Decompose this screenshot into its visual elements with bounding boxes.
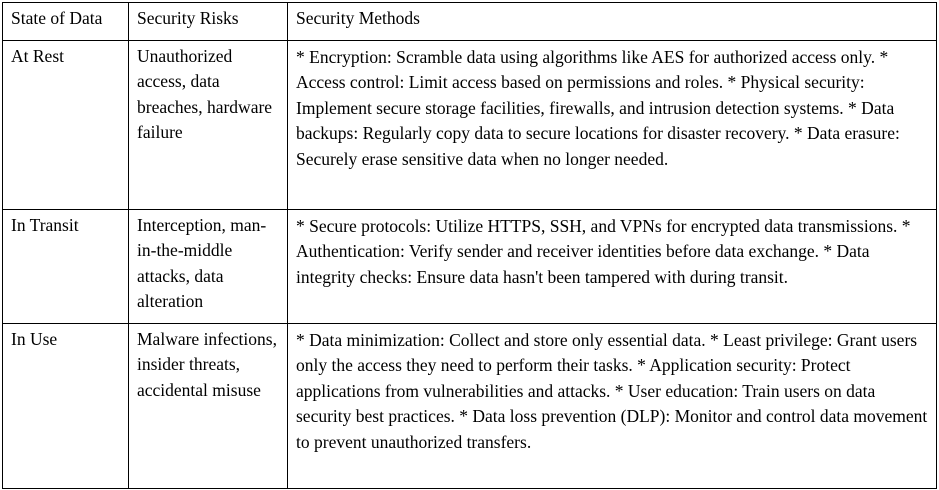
state-cell: In Transit: [3, 210, 129, 324]
risks-cell: Malware infections, insider threats, accidental misuse: [129, 324, 288, 489]
state-cell: In Use: [3, 324, 129, 489]
risks-cell: Interception, man-in-the-middle attacks, data alteration: [129, 210, 288, 324]
data-security-table: [2, 2, 937, 489]
methods-cell: * Data minimization: Collect and store only essential data. * Least privilege: Grant users only the access they need to perform their tasks. * Application security: Protect applications from vulnerabilities and attacks. * User education: Train users on data security best practices. * Data loss prevention (DLP): Monitor and control data movement to prevent unauthorized transfers.: [288, 324, 937, 489]
table-row-in-transit: [3, 210, 937, 324]
table-row-at-rest: [3, 41, 937, 210]
header-state-of-data: State of Data: [3, 3, 129, 41]
methods-cell: * Encryption: Scramble data using algorithms like AES for authorized access only. * Access control: Limit access based on permissions and roles. * Physical security: Implement secure storage facilities, firewalls, and intrusion detection systems. * Data backups: Regularly copy data to secure locations for disaster recovery. * Data erasure: Securely erase sensitive data when no longer needed.: [288, 41, 937, 210]
table-row-in-use: [3, 324, 937, 489]
header-security-methods: Security Methods: [288, 3, 937, 41]
methods-cell: * Secure protocols: Utilize HTTPS, SSH, and VPNs for encrypted data transmissions. * Authentication: Verify sender and receiver identities before data exchange. * Data integrity checks: Ensure data hasn't been tampered with during transit.: [288, 210, 937, 324]
table-body: [3, 41, 937, 489]
header-security-risks: Security Risks: [129, 3, 288, 41]
header-row: [3, 3, 937, 41]
risks-cell: Unauthorized access, data breaches, hardware failure: [129, 41, 288, 210]
table-header: [3, 3, 937, 41]
state-cell: At Rest: [3, 41, 129, 210]
